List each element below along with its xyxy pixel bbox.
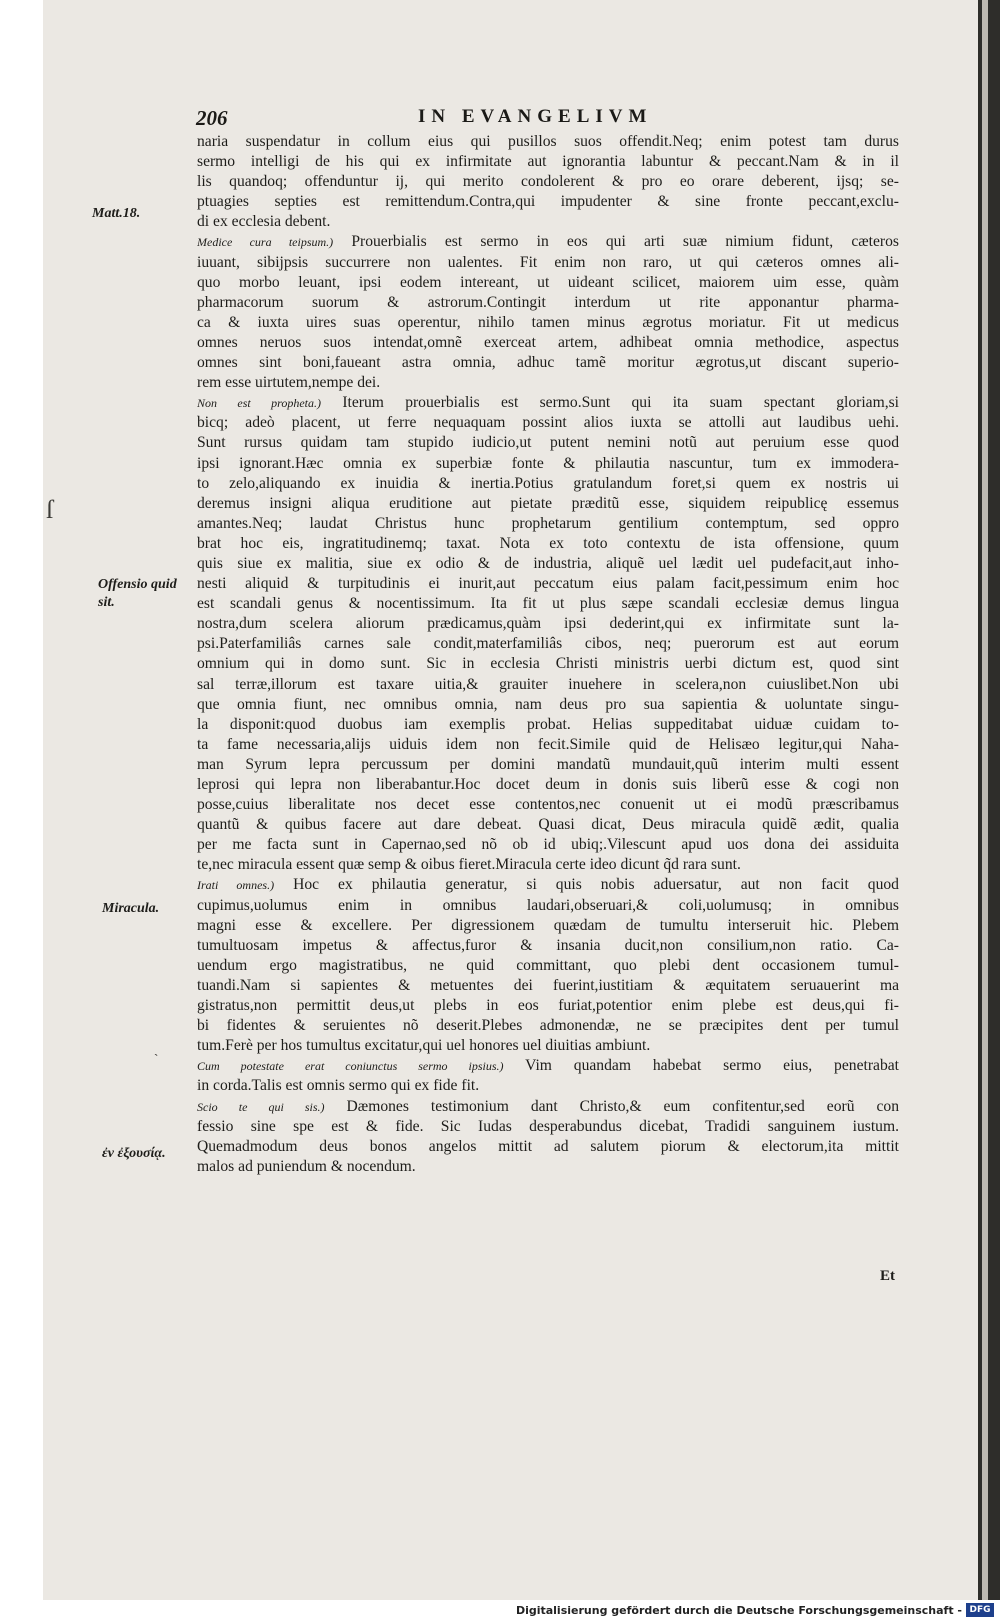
text-line: [197, 695, 899, 715]
line-text: uendum ergo magistratibus, ne quid committant, quo plebi dent occasionem tumul-: [197, 956, 899, 974]
text-line: [197, 1157, 899, 1177]
text-line: [197, 1056, 899, 1076]
line-text: est scandali genus & nocentissimum. Ita fit ut plus sæpe scandali ecclesiæ demus lingua: [197, 595, 899, 613]
margin-note-miracula: Miracula.: [102, 901, 160, 916]
line-text: que omnia fiunt, nec omnibus omnia, nam deus pro sua sapientia & uoluntate singu-: [197, 695, 899, 713]
next-page-sliver: [982, 0, 988, 1600]
text-line: [197, 253, 899, 273]
text-line: [197, 835, 899, 855]
text-line: [197, 373, 899, 393]
line-text: amantes.Neq; laudat Christus hunc prophetarum gentilium contemptum, sed oppro: [197, 514, 899, 532]
line-text: bicq; adeò placent, ut ferre nequaquam possint alios iuxta se attolli aut laudibus uehi.: [197, 414, 899, 432]
line-text: la disponit:quod duobus iam exemplis probat. Helias suppeditabat uiduæ cuidam to-: [197, 715, 899, 733]
ink-mark: ſ: [46, 495, 54, 524]
line-text: omnes sint boni,faueant astra omnia, adhuc tamẽ moritur ægrotus,ut discant superio-: [197, 354, 899, 372]
text-line: [197, 333, 899, 353]
line-text: ipsi ignorant.Hæc omnia ex superbiæ fonte & philautia nascuntur, tum ex immodera-: [197, 454, 899, 472]
text-line: [197, 976, 899, 996]
line-text: tum.Ferè per hos tumultus excitatur,qui uel honores uel diuitias ambiunt.: [197, 1037, 651, 1055]
line-text: ca & iuxta uires suas operentur, nihilo tamen minus ægrotus moriatur. Fit ut medicus: [197, 313, 899, 331]
text-line: [197, 896, 899, 916]
line-text: sal terræ,illorum est taxare uitia,& grauiter inuehere in scelera,non cuiuslibet.Non ubi: [197, 675, 899, 693]
line-text: cupimus,uolumus enim in omnibus laudari,obseruari,& coli,uolumusq; in omnibus: [197, 896, 899, 914]
line-text: iuuant, sibijpsis succurrere non ualentes. Fit enim non raro, ut qui cæteros omnes ali-: [197, 253, 899, 271]
line-text: ptuagies septies est remittendum.Contra,qui impudenter & sine fronte peccant,exclu-: [197, 193, 899, 211]
text-line: [197, 293, 899, 313]
text-line: [197, 675, 899, 695]
line-text: leprosi qui lepra non liberabantur.Hoc docet deum in donis suis liberũ esse & cogi non: [197, 776, 899, 793]
text-line: [197, 815, 899, 835]
text-line: [197, 172, 899, 192]
text-line: [197, 212, 899, 232]
line-text: Quemadmodum deus bonos angelos mittit ad salutem piorum & electorum,ita mittit: [197, 1137, 899, 1155]
footer-credit: Digitalisierung gefördert durch die Deutsche Forschungsgemeinschaft -: [515, 1604, 962, 1617]
line-text: per me facta sunt in Capernao,sed nõ ob id ubiq;.Vilescunt apud uos dona dei assiduita: [197, 836, 899, 854]
text-line: [197, 735, 899, 755]
dfg-logo: DFG: [966, 1603, 994, 1617]
text-line: [197, 454, 899, 474]
line-text: Vim quandam habebat sermo eius, penetrabat: [525, 1057, 899, 1075]
text-line: [197, 232, 899, 252]
line-text: man Syrum lepra percussum per domini mandatũ mundauit,quũ interim multi essent: [197, 755, 899, 773]
page-number: 206: [196, 106, 228, 130]
line-text: lis quandoq; offenduntur ij, qui merito condolerent & pro eo orare deberent, ijsq; se-: [197, 173, 899, 191]
line-text: deremus insigni aliqua eruditione aut pietate præditũ esse, siquidem reipublicę essemus: [197, 494, 899, 512]
line-text: Prouerbialis est sermo in eos qui arti suæ nimium fidunt, cæteros: [351, 233, 899, 251]
line-text: quis siue ex malitia, siue ex odio & de industria, aliquẽ uel lædit uel pudefacit,aut inho-: [197, 554, 899, 572]
scanner-edge: [978, 0, 1000, 1600]
line-text: quantũ & quibus facere aut dare debeat. Quasi dicat, Deus miracula quidẽ ædit, qualia: [197, 816, 899, 834]
text-line: [197, 1117, 899, 1137]
text-line: [197, 534, 899, 554]
margin-note-offensio: Offensio quid sit.: [98, 577, 177, 610]
line-text: Hoc ex philautia generatur, si quis nobis aduersatur, aut non facit quod: [293, 876, 899, 894]
text-line: [197, 996, 899, 1016]
line-text: gistratus,non permittit deus,ut plebs in eos furiat,potentior enim plebe est deus,qui fi-: [197, 997, 899, 1015]
text-line: [197, 574, 899, 594]
catchword: Et: [880, 1268, 895, 1284]
text-line: [197, 554, 899, 574]
text-line: [197, 1097, 899, 1117]
text-line: [197, 1016, 899, 1036]
line-text: ta fame necessaria,alijs uiduis idem non fecit.Simile quid de Helisæo legitur,qui Naha-: [197, 735, 899, 753]
text-line: [197, 1137, 899, 1157]
text-line: [197, 1076, 899, 1096]
text-line: [197, 353, 899, 373]
text-line: [197, 654, 899, 674]
text-line: [197, 715, 899, 735]
footer-bar: [0, 1601, 1000, 1622]
main-text-block: [197, 132, 899, 1177]
line-text: fessio sine spe est & fide. Sic Iudas desperabundus dicebat, Tradidi sanguinem iustum.: [197, 1117, 899, 1135]
line-text: nesti aliquid & turpitudinis ei inurit,aut peccatum eius palam facit,pessimum enim hoc: [197, 575, 899, 593]
line-text: psi.Paterfamiliâs carnes sale condit,materfamiliâs cibos, neq; puerorum est aut eorum: [197, 635, 899, 653]
line-text: rem esse uirtutem,nempe dei.: [197, 374, 381, 392]
line-text: sermo intelligi de his qui ex infirmitate aut ignorantia labuntur & peccant.Nam & in il: [197, 153, 899, 171]
margin-note-greek: ἐν ἐξουσίᾳ.: [102, 1146, 166, 1161]
page-header: [196, 106, 696, 130]
lemma: Medice cura teipsum.): [197, 235, 334, 250]
line-text: tuandi.Nam si sapientes & metuentes dei fuerint,iustitiam & æquitatem seruauerint ma: [197, 976, 899, 994]
text-line: [197, 614, 899, 634]
line-text: te,nec miracula essent quæ semp & oibus fieret.Miracula certe ideo dicunt q̃d rara sunt.: [197, 856, 741, 874]
line-text: Dæmones testimonium dant Christo,& eum confitentur,sed eorũ con: [346, 1097, 899, 1115]
text-line: [197, 433, 899, 453]
line-text: posse,cuius liberalitate nos decet esse contentos,nec conuenit ut ei modũ præscribamus: [197, 796, 899, 814]
text-line: [197, 132, 899, 152]
line-text: magni esse & excellere. Per digressionem quædam de tumultu interseruit hic. Plebem: [197, 916, 899, 934]
line-text: nostra,dum scelera aliorum prædicamus,quàm ipsi dederint,qui ex infirmitate sunt la-: [197, 615, 899, 633]
text-line: [197, 273, 899, 293]
lemma: Irati omnes.): [197, 878, 275, 893]
line-text: malos ad puniendum & nocendum.: [197, 1157, 416, 1175]
text-line: [197, 413, 899, 433]
text-line: [197, 313, 899, 333]
text-line: [197, 875, 899, 895]
text-line: [197, 855, 899, 875]
line-text: omnes neruos suos intendat,omnẽ exerceat artem, adhibeat omnia methodice, aspectus: [197, 333, 899, 351]
text-line: [197, 916, 899, 936]
text-line: [197, 514, 899, 534]
text-line: [197, 775, 899, 795]
running-title: IN EVANGELIVM: [418, 106, 653, 127]
line-text: Sunt rursus quidam tam stupido iudicio,ut putent nemini notũ aut peruium esse quod: [197, 434, 899, 452]
line-text: di ex ecclesia debent.: [197, 213, 331, 231]
text-line: [197, 474, 899, 494]
line-text: pharmacorum suorum & astrorum.Contingit interdum ut rite apponantur pharma-: [197, 293, 899, 311]
line-text: Iterum prouerbialis est sermo.Sunt qui ita suam spectant gloriam,si: [342, 394, 899, 412]
line-text: naria suspendatur in collum eius qui pusillos suos offendit.Neq; enim potest tam durus: [197, 133, 899, 150]
line-text: tumultuosam impetus & affectus,furor & insania ducit,non consilium,non ratio. Ca-: [197, 936, 899, 954]
line-text: bi fidentes & seruientes nõ deserit.Plebes admonendæ, ne se præcipites dent per tumul: [197, 1017, 899, 1035]
text-line: [197, 1036, 899, 1056]
text-line: [197, 152, 899, 172]
text-line: [197, 393, 899, 413]
lemma: Scio te qui sis.): [197, 1099, 325, 1114]
text-line: [197, 634, 899, 654]
line-text: in corda.Talis est omnis sermo qui ex fide fit.: [197, 1077, 480, 1095]
lemma: Non est propheta.): [197, 396, 322, 411]
line-text: brat hoc eis, ingratitudinemq; taxat. Nota ex toto contextu de ista offensione, quum: [197, 534, 899, 552]
text-line: [197, 594, 899, 614]
ink-dot: ˴: [154, 1045, 159, 1060]
text-line: [197, 795, 899, 815]
line-text: quo morbo leuant, ipsi eodem intereant, ut uideant scilicet, maiorem uim esse, quàm: [197, 273, 899, 291]
lemma: Cum potestate erat coniunctus sermo ipsius.): [197, 1059, 504, 1074]
line-text: omnium qui in domo sunt. Sic in ecclesia Christi ministris uerbi dictum est, quod sint: [197, 655, 899, 673]
text-line: [197, 755, 899, 775]
text-line: [197, 494, 899, 514]
text-line: [197, 936, 899, 956]
line-text: to zelo,aliquando ex inuidia & inertia.Potius gratulandum foret,si quem ex nostris ui: [197, 474, 899, 492]
text-line: [197, 956, 899, 976]
margin-note-matt: Matt.18.: [92, 206, 141, 221]
text-line: [197, 192, 899, 212]
